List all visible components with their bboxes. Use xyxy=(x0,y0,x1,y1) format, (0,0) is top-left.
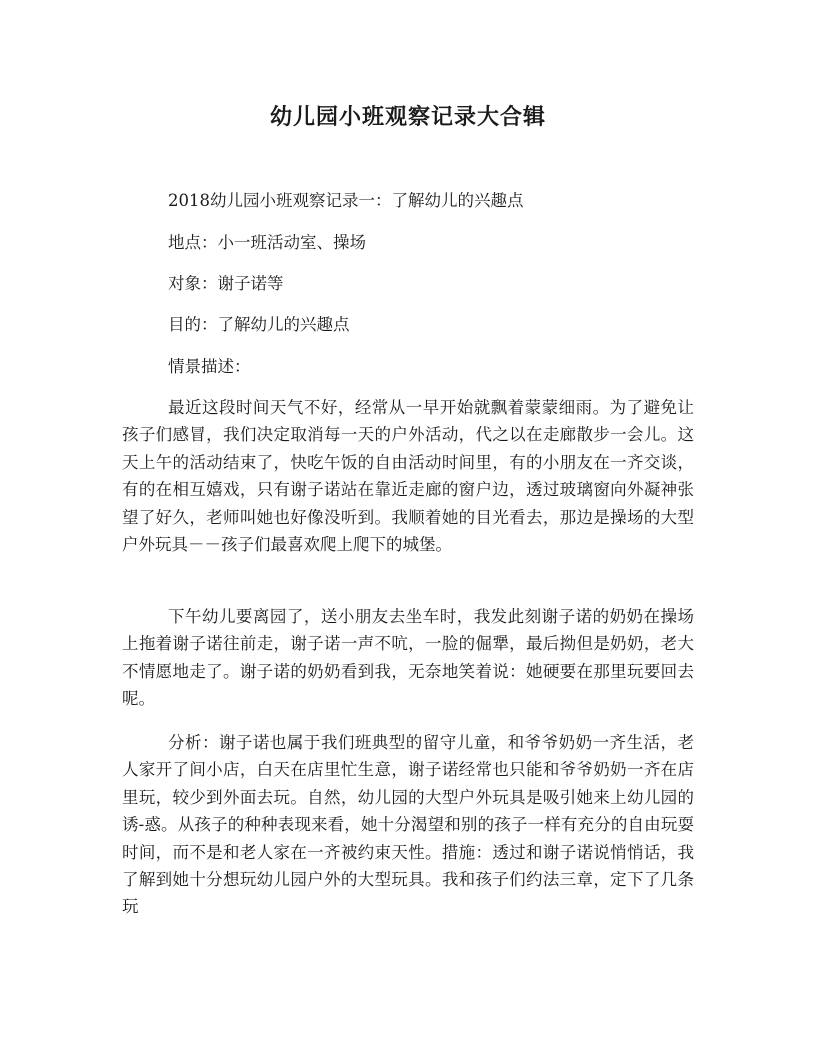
scene-label: 情景描述： xyxy=(168,357,251,376)
record-heading: 2018幼儿园小班观察记录一：了解幼儿的兴趣点 xyxy=(168,191,524,210)
location-line: 地点：小一班活动室、操场 xyxy=(168,233,366,252)
document-title: 幼儿园小班观察记录大合辑 xyxy=(269,105,546,130)
subject-line: 对象：谢子诺等 xyxy=(168,274,284,293)
paragraph-analysis: 分析：谢子诺也属于我们班典型的留守儿童，和爷爷奶奶一齐生活，老人家开了间小店，白天在店里忙生意，谢子诺经常也只能和爷爷奶奶一齐在店里玩，较少到外面去玩。自然，幼儿园的大型户外玩具是吸引她来上幼儿园的诱-惑。从孩子的种种表现来看，她十分渴望和别的孩子一样有充分的自由玩耍时间，而不是和老人家在一齐被约束天性。措施：透过和谢子诺说悄悄话，我了解到她十分想玩幼儿园户外的大型玩具。我和孩子们约法三章，定下了几条玩 xyxy=(122,733,694,917)
paragraph-scene: 最近这段时间天气不好，经常从一早开始就飘着蒙蒙细雨。为了避免让孩子们感冒，我们决定取消每一天的户外活动，代之以在走廊散步一会儿。这天上午的活动结束了，快吃午饭的自由活动时间里，有的小朋友在一齐交谈，有的在相互嬉戏，只有谢子诺站在靠近走廊的窗户边，透过玻璃窗向外凝神张望了好久，老师叫她也好像没听到。我顺着她的目光看去，那边是操场的大型户外玩具－－孩子们最喜欢爬上爬下的城堡。 xyxy=(122,398,694,555)
paragraph-afternoon: 下午幼儿要离园了，送小朋友去坐车时，我发此刻谢子诺的奶奶在操场上拖着谢子诺往前走，谢子诺一声不吭，一脸的倔犟，最后拗但是奶奶，老大不情愿地走了。谢子诺的奶奶看到我，无奈地笑着说：她硬要在那里玩要回去呢。 xyxy=(122,607,694,709)
purpose-line: 目的：了解幼儿的兴趣点 xyxy=(168,315,350,334)
